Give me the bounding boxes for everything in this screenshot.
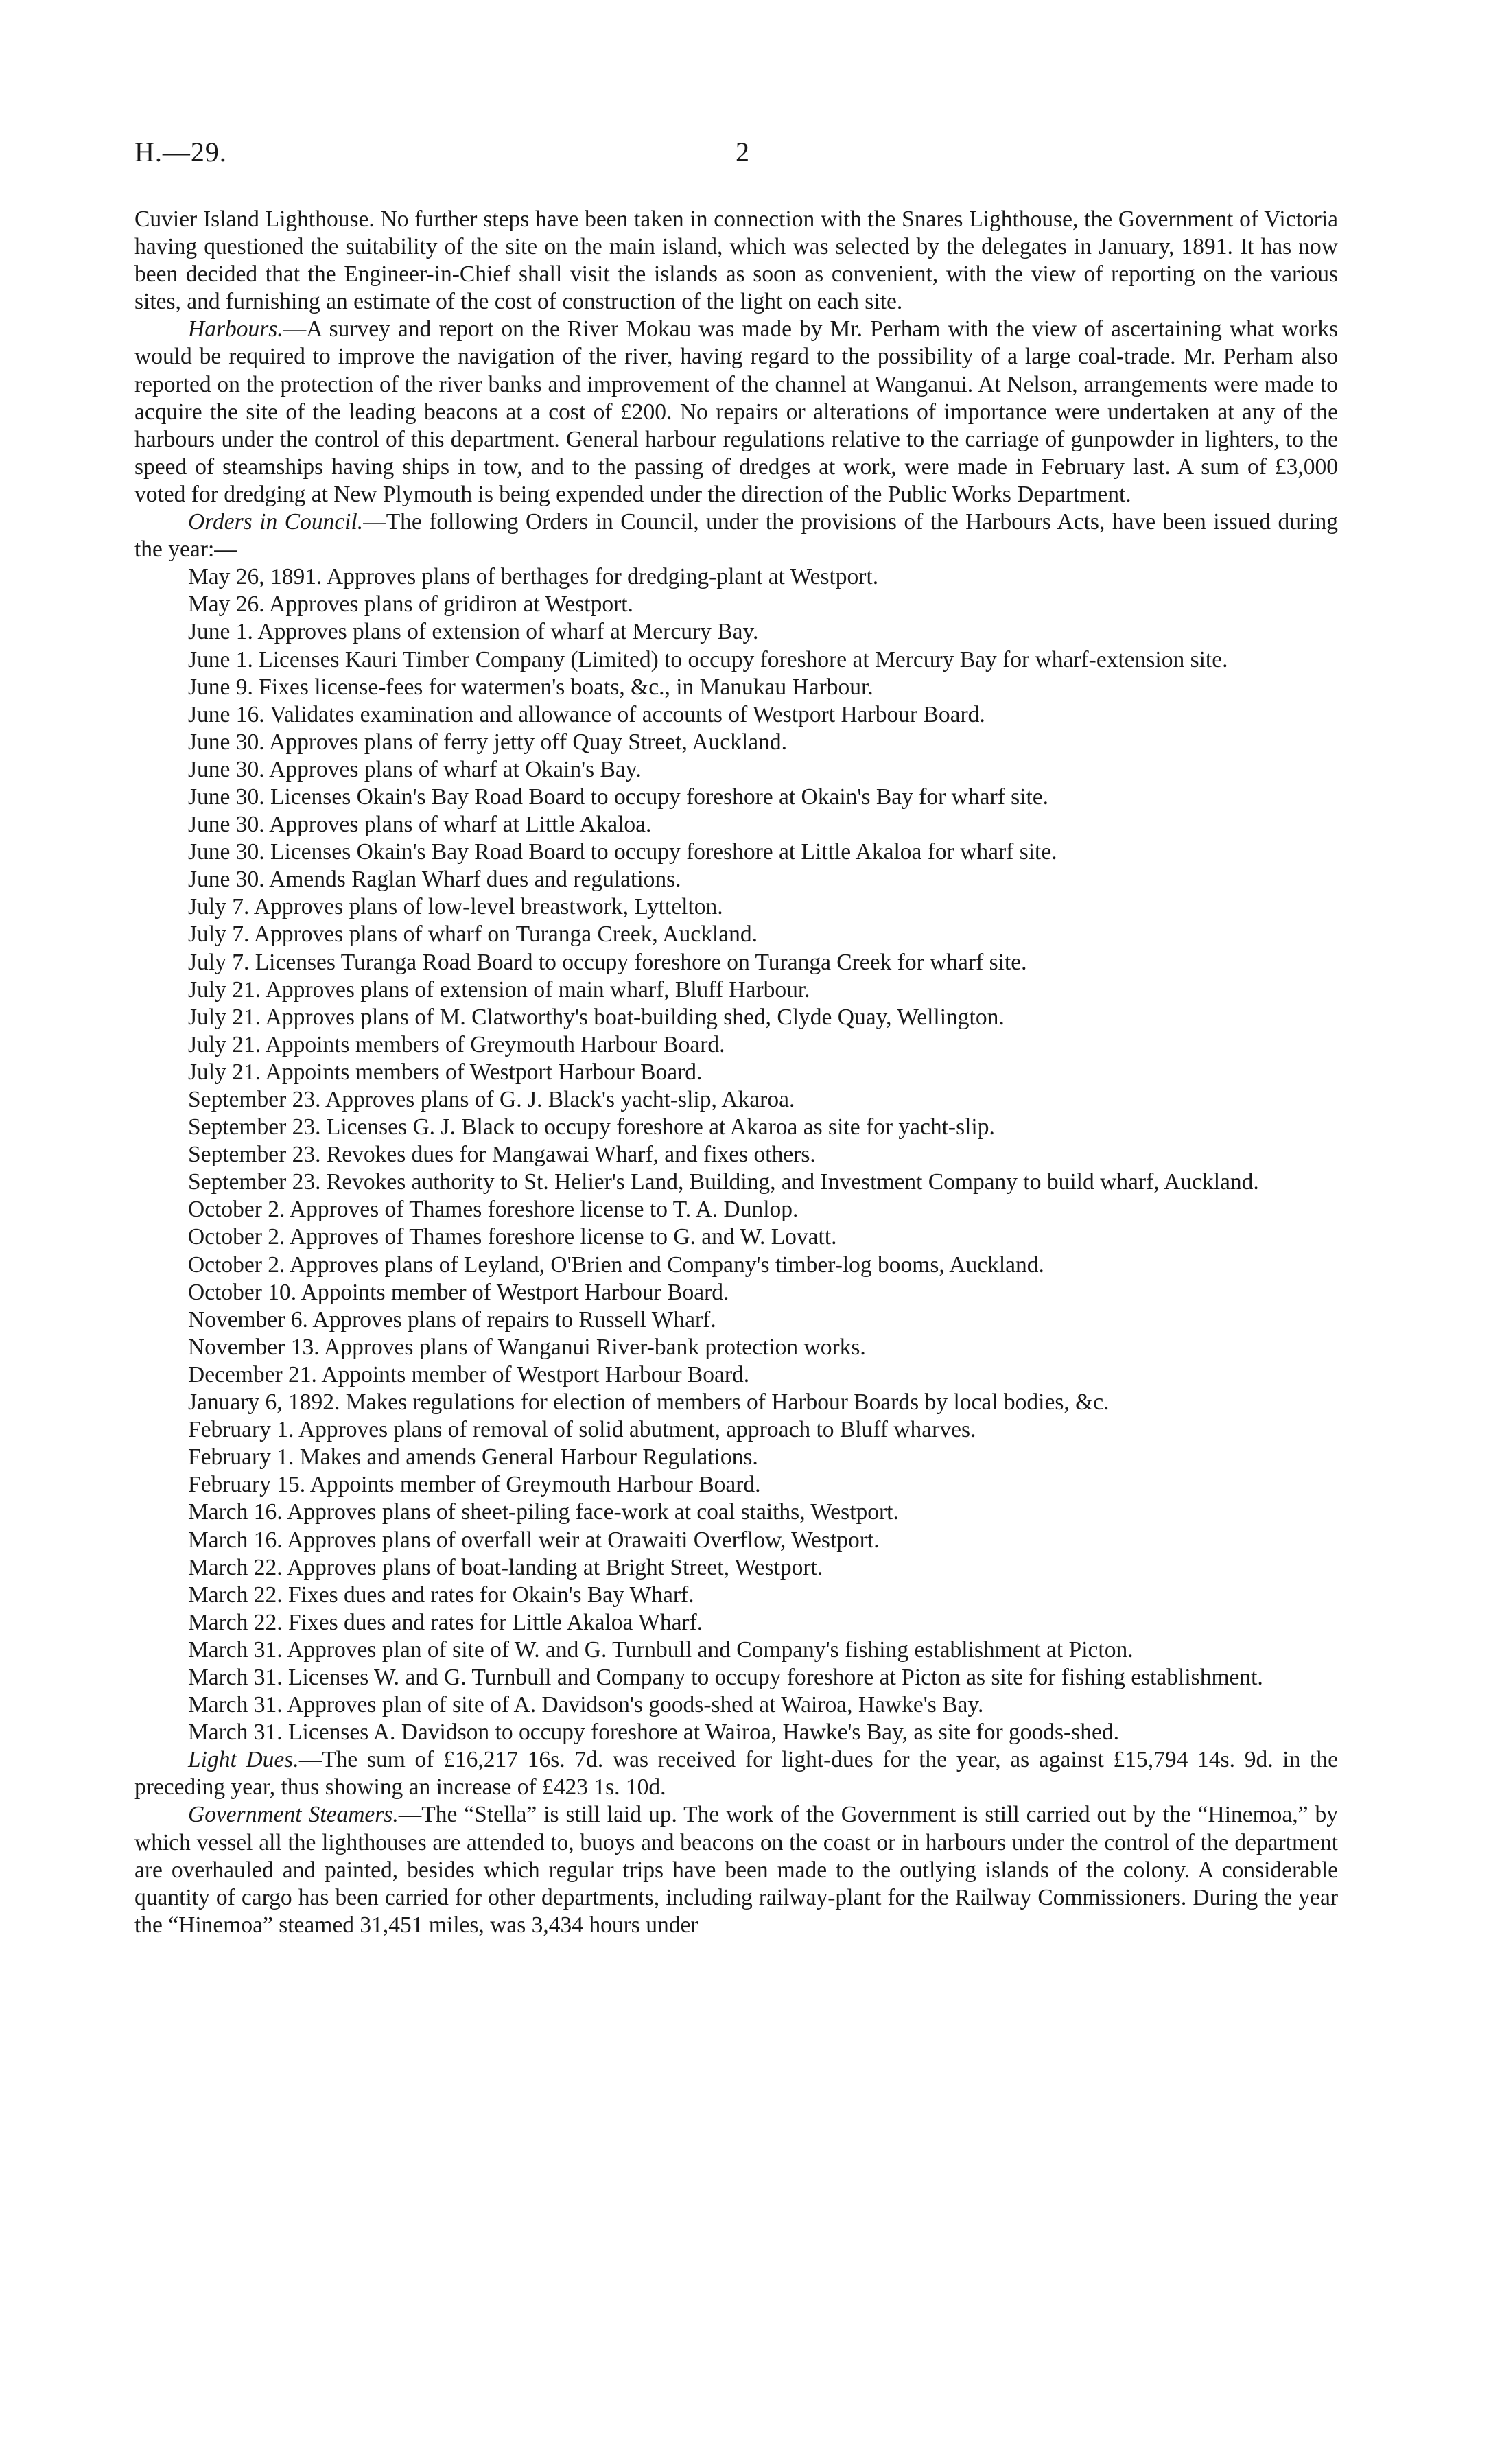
order-item: May 26, 1891. Approves plans of berthages for dredging-plant at Westport. (188, 564, 879, 590)
page-header (134, 136, 1335, 177)
order-item: February 1. Approves plans of removal of solid abutment, approach to Bluff wharves. (188, 1417, 976, 1443)
order-item: June 30. Approves plans of wharf at Little Akaloa. (188, 812, 652, 838)
order-item: February 1. Makes and amends General Harbour Regulations. (188, 1444, 758, 1470)
order-item: July 21. Approves plans of M. Clatworthy's boat-building shed, Clyde Quay, Wellington. (188, 1004, 1005, 1030)
order-item: June 30. Approves plans of ferry jetty off Quay Street, Auckland. (188, 729, 787, 755)
order-item: July 7. Approves plans of wharf on Turanga Creek, Auckland. (188, 922, 758, 948)
light-dues-heading: Light Dues. (188, 1747, 299, 1773)
order-item: March 31. Approves plan of site of W. and G. Turnbull and Company's fishing establishment at Picton. (188, 1636, 1134, 1663)
orders-list (134, 563, 1338, 1746)
order-item: June 30. Licenses Okain's Bay Road Board to occupy foreshore at Okain's Bay for wharf site. (188, 784, 1049, 810)
order-item: November 13. Approves plans of Wanganui River-bank protection works. (188, 1334, 866, 1360)
order-item: July 21. Appoints members of Westport Harbour Board. (188, 1059, 703, 1085)
order-item: September 23. Approves plans of G. J. Black's yacht-slip, Akaroa. (188, 1087, 795, 1112)
government-steamers-text: —The “Stella” is still laid up. The work of the Government is still carried out by the “Hinemoa,” by which vessel all the lighthouses are attended to, buoys and beacons on the coast or in harbours under the control of the department are overhauled and painted, besides which regular trips have been made to the outlying islands of the colony. A considerable quantity of cargo has been carried for other departments, including railway-plant for the Railway Commissioners. During the year the “Hinemoa” steamed 31,451 miles, was 3,434 hours under (134, 1802, 1338, 1938)
light-dues-paragraph (134, 1746, 1338, 1801)
harbours-paragraph (134, 316, 1338, 508)
order-item: June 16. Validates examination and allowance of accounts of Westport Harbour Board. (188, 701, 985, 727)
order-item: June 30. Licenses Okain's Bay Road Board to occupy foreshore at Little Akaloa for wharf site. (188, 839, 1057, 865)
orders-heading: Orders in Council. (188, 509, 364, 535)
order-item: July 7. Licenses Turanga Road Board to occupy foreshore on Turanga Creek for wharf site. (188, 949, 1027, 975)
light-dues-text: —The sum of £16,217 16s. 7d. was received for light-dues for the year, as against £15,794 14s. 9d. in the preceding year, thus showing an increase of £423 1s. 10d. (134, 1747, 1338, 1800)
order-item: March 31. Licenses A. Davidson to occupy foreshore at Wairoa, Hawke's Bay, as site for goods-shed. (188, 1720, 1119, 1746)
order-item: June 30. Amends Raglan Wharf dues and regulations. (188, 867, 681, 893)
government-steamers-paragraph (134, 1801, 1338, 1938)
order-item: June 1. Approves plans of extension of wharf at Mercury Bay. (188, 619, 759, 645)
order-item: January 6, 1892. Makes regulations for election of members of Harbour Boards by local bodies, &c. (188, 1389, 1110, 1416)
page-number: 2 (736, 137, 749, 167)
order-item: March 16. Approves plans of sheet-piling face-work at coal staiths, Westport. (188, 1499, 899, 1525)
order-item: July 21. Appoints members of Greymouth Harbour Board. (188, 1031, 725, 1057)
order-item: October 2. Approves of Thames foreshore license to T. A. Dunlop. (188, 1197, 799, 1223)
order-item: March 31. Licenses W. and G. Turnbull and Company to occupy foreshore at Picton as site for fishing establishment. (188, 1664, 1263, 1690)
orders-intro-text: —The following Orders in Council, under the provisions of the Harbours Acts, have been issued during the year:— (134, 509, 1338, 563)
order-item: October 2. Approves plans of Leyland, O'Brien and Company's timber-log booms, Auckland. (188, 1252, 1044, 1278)
order-item: July 21. Approves plans of extension of main wharf, Bluff Harbour. (188, 976, 810, 1002)
orders-intro-paragraph (134, 508, 1338, 563)
order-item: October 10. Appoints member of Westport Harbour Board. (188, 1279, 729, 1305)
order-item: February 15. Appoints member of Greymouth Harbour Board. (188, 1472, 761, 1498)
order-item: June 1. Licenses Kauri Timber Company (Limited) to occupy foreshore at Mercury Bay for wharf-extension site. (188, 646, 1228, 672)
order-item: July 7. Approves plans of low-level breastwork, Lyttelton. (188, 894, 723, 920)
order-item: March 31. Approves plan of site of A. Davidson's goods-shed at Wairoa, Hawke's Bay. (188, 1692, 984, 1718)
order-item: September 23. Revokes authority to St. Helier's Land, Building, and Investment Company to build wharf, Auckland. (188, 1169, 1259, 1195)
document-code: H.—29. (134, 137, 227, 167)
order-item: September 23. Licenses G. J. Black to occupy foreshore at Akaroa as site for yacht-slip. (188, 1114, 995, 1140)
order-item: June 9. Fixes license-fees for watermen's boats, &c., in Manukau Harbour. (188, 674, 873, 700)
order-item: October 2. Approves of Thames foreshore license to G. and W. Lovatt. (188, 1224, 837, 1250)
order-item: December 21. Appoints member of Westport Harbour Board. (188, 1361, 750, 1387)
order-item: June 30. Approves plans of wharf at Okain's Bay. (188, 756, 642, 782)
order-item: May 26. Approves plans of gridiron at Westport. (188, 591, 633, 618)
harbours-text: —A survey and report on the River Mokau was made by Mr. Perham with the view of ascertaining what works would be required to improve the navigation of the river, having regard to the possibility of a large coal-trade. Mr. Perham also reported on the protection of the river banks and improvement of the channel at Wanganui. At Nelson, arrangements were made to acquire the site of the leading beacons at a cost of £200. No repairs or alterations of importance were undertaken at any of the harbours under the control of this department. General harbour regulations relative to the carriage of gunpowder in lighters, to the speed of steamships having ships in tow, and to the passing of dredges at work, were made in February last. A sum of £3,000 voted for dredging at New Plymouth is being expended under the direction of the Public Works Department. (134, 316, 1338, 507)
order-item: September 23. Revokes dues for Mangawai Wharf, and fixes others. (188, 1142, 816, 1168)
order-item: March 16. Approves plans of overfall weir at Orawaiti Overflow, Westport. (188, 1527, 880, 1553)
harbours-heading: Harbours. (188, 316, 283, 342)
order-item: November 6. Approves plans of repairs to Russell Wharf. (188, 1306, 716, 1333)
order-item: March 22. Fixes dues and rates for Okain's Bay Wharf. (188, 1582, 694, 1608)
order-item: March 22. Fixes dues and rates for Little Akaloa Wharf. (188, 1609, 703, 1635)
intro-paragraph: Cuvier Island Lighthouse. No further steps have been taken in connection with the Snares Lighthouse, the Government of Victoria having questioned the suitability of the site on the main island, which was selected by the delegates in January, 1891. It has now been decided that the Engineer-in-Chief shall visit the islands as soon as convenient, with the view of reporting on the various sites, and furnishing an estimate of the cost of construction of the light on each site. (134, 207, 1338, 315)
document-body (134, 206, 1338, 1939)
order-item: March 22. Approves plans of boat-landing at Bright Street, Westport. (188, 1554, 823, 1580)
government-steamers-heading: Government Steamers. (188, 1802, 399, 1828)
